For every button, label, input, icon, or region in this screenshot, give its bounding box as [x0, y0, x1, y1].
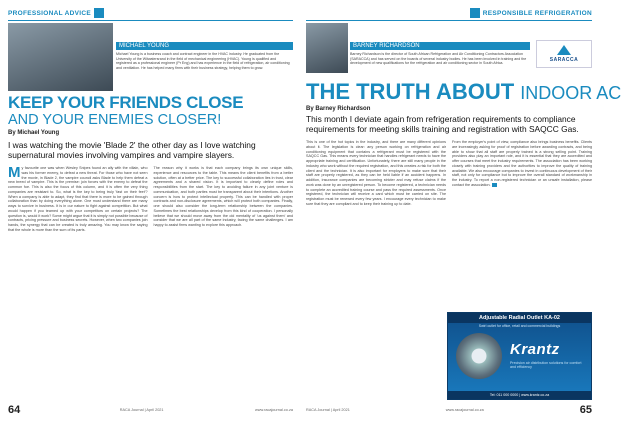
- saracca-logo-text: SARACCA: [549, 57, 579, 63]
- title-sub: INDOOR AC: [520, 83, 621, 103]
- section-label: PROFESSIONAL ADVICE: [8, 9, 91, 17]
- saracca-logo-icon: [557, 45, 571, 55]
- body-column: [306, 140, 446, 398]
- body-text: From the employer's point of view, compliance also brings business benefits. Clients are increasingly asking for proof of registration before awarding contracts, and being able to show that all staff are properly trained is a strong selling point. Training providers also play an important role, and it is essential that they are accredited and offer courses that meet the industry requirements. The association has been working closely with training providers and the authorities to improve the quality of training available. We also encourage companies to invest in continuous development of their staff, not only for compliance but to improve the overall standard of workmanship in the industry. To report a non-registered technician or an unsafe installation, please contact the association.: [452, 140, 592, 187]
- page-footer: [8, 403, 293, 417]
- end-mark-icon: [492, 183, 497, 187]
- section-label: RESPONSIBLE REFRIGERATION: [482, 9, 592, 17]
- header-rule: [8, 20, 293, 21]
- standfirst: I was watching the movie 'Blade 2' the other day as I love watching supernatural movies involving vampires and vampire slayers.: [8, 140, 256, 160]
- article-title: [306, 79, 621, 105]
- body-column: [8, 166, 148, 398]
- ad-subline: Swirl outlet for office, retail and commercial buildings: [478, 324, 561, 328]
- section-square-icon: [470, 8, 480, 18]
- footer-issue: RACA Journal | April 2021: [119, 408, 164, 412]
- footer-issue: RACA Journal | April 2021: [306, 408, 350, 412]
- right-page: [300, 0, 621, 424]
- saracca-logo: [536, 40, 592, 68]
- footer-site-link[interactable]: www.racajournal.co.za: [445, 408, 484, 412]
- body-column: [154, 166, 294, 398]
- section-header: [467, 6, 592, 20]
- footer-site-link[interactable]: www.racajournal.co.za: [255, 408, 293, 412]
- advertisement[interactable]: [447, 312, 592, 400]
- ad-headline: Adjustable Radial Outlet KA-02: [448, 313, 591, 323]
- page-number: 65: [579, 404, 592, 416]
- author-photo: [306, 23, 348, 73]
- header-rule: [306, 20, 592, 21]
- author-bio: Michael Young is a business coach and contract engineer in the HVAC industry. He graduated from the University of the Witwatersrand in the field of mechanical engineering (HVAC). Young is qualified and registered as a professional engineer (Pr Eng) and has experience in the field of refrigeration, air conditioning and ventilation. He has helped many firms with their business strategy, helping them to grow.: [116, 52, 290, 70]
- author-photo: [8, 23, 113, 91]
- ad-brand-sub: Precision air distribution solutions for comfort and efficiency: [510, 361, 582, 369]
- author-band: BARNEY RICHARDSON: [350, 42, 530, 50]
- body-text: The reason why it works is that each company brings its own unique skills, experience and resources to the table. This means the client benefits from a better solution, often at a better price. The key to successful collaboration lies in trust, clear agreements and a shared vision. It is important to clearly define roles and responsibilities from the start. The key to avoiding failure in any joint venture is communication, and both parties must be transparent about their intentions. Another concern is how to protect intellectual property. This can be handled with proper contracts and non-disclosure agreements, which will protect both companies. Finally, one should also consider the long-term relationship between the companies. Sometimes the best relationships develop from this kind of cooperation. I personally believe that we should move away from the old mentality of 'us against them' and consider that we are all part of the same industry, facing the same challenges. I am happy to assist firms wanting to explore this approach.: [153, 166, 293, 227]
- body-text: This is one of the hot topics in the industry, and there are many different opinions about it. The legislation is clear: any person working on refrigeration and air conditioning equipment that contains a refrigerant must be registered with the SAQCC Gas. This means every technician that handles refrigerant needs to have the appropriate training and certification. Unfortunately, there are still many people in the industry who work without the required registration, and this creates a risk for both the client and the technician. It is also important for employers to make sure that their staff are properly registered, as they can be held liable if an accident happens. In addition, insurance companies are becoming stricter and may refuse claims if the work was done by an unregistered person. To become registered, a technician needs to complete an accredited training course and pass the required assessments. Once registered, the technician will receive a card which must be carried on site. The registration must be renewed every few years. I encourage every technician to make sure that they are compliant and to keep their training up to date.: [306, 140, 446, 206]
- author-bio: Barney Richardson is the director of South African Refrigeration and Air Conditioning Contractors Association (SARACCA) and has served on the boards of several industry bodies. He has been involved in training and the development of new qualifications for the refrigeration and air conditioning sector in South Africa.: [350, 52, 527, 66]
- page-footer: [306, 403, 592, 417]
- byline: By Michael Young: [8, 130, 60, 136]
- left-page: [0, 0, 300, 424]
- ad-brand: Krantz: [510, 341, 560, 358]
- standfirst: This month I deviate again from refrigeration requirements to compliance requirements for meeting skills training and registration with SAQCC Gas.: [306, 114, 579, 134]
- article-title: KEEP YOUR FRIENDS CLOSE: [8, 93, 244, 112]
- ad-footer: Tel: 011 000 0000 | www.krantz.co.za: [448, 391, 591, 399]
- byline: By Barney Richardson: [306, 106, 371, 112]
- drop-cap: M: [8, 164, 21, 181]
- page-number: 64: [8, 404, 21, 416]
- article-subtitle: AND YOUR ENEMIES CLOSER!: [8, 112, 222, 128]
- radial-outlet-icon: [456, 333, 502, 379]
- section-square-icon: [94, 8, 104, 18]
- body-text: y favourite one was when Wesley Snipes found an ally with the villain, who was his former enemy, to defeat a new threat. For those who have not seen the movie, in Blade 2, the vampire council asks Blade to help them defeat a new breed of vampire. This is the premise: join forces with the enemy to defeat the common foe. This is also the focus of this column, and it is often the very thing companies are resistant to. So, what is the key to being truly 'fast on their feet'? When a company is able to adapt, they find that there is more to be gained through collaboration than by doing everything alone. One must understand there are many ways to survive in business. It is in our nature to fight against competition. But what would happen if you teamed up with your competitors on certain projects? The question is, would it work? Some might argue that it is simply not possible because of contracts, pricing pressure and business secrets. However, when two companies join hands, the synergy that can be created is truly amazing. You may know the saying that the whole is more than the sum of its parts.: [8, 166, 148, 232]
- section-header: [8, 6, 107, 20]
- author-band: MICHAEL YOUNG: [116, 42, 293, 50]
- title-main: THE TRUTH ABOUT: [306, 79, 515, 104]
- article-body: [8, 166, 293, 398]
